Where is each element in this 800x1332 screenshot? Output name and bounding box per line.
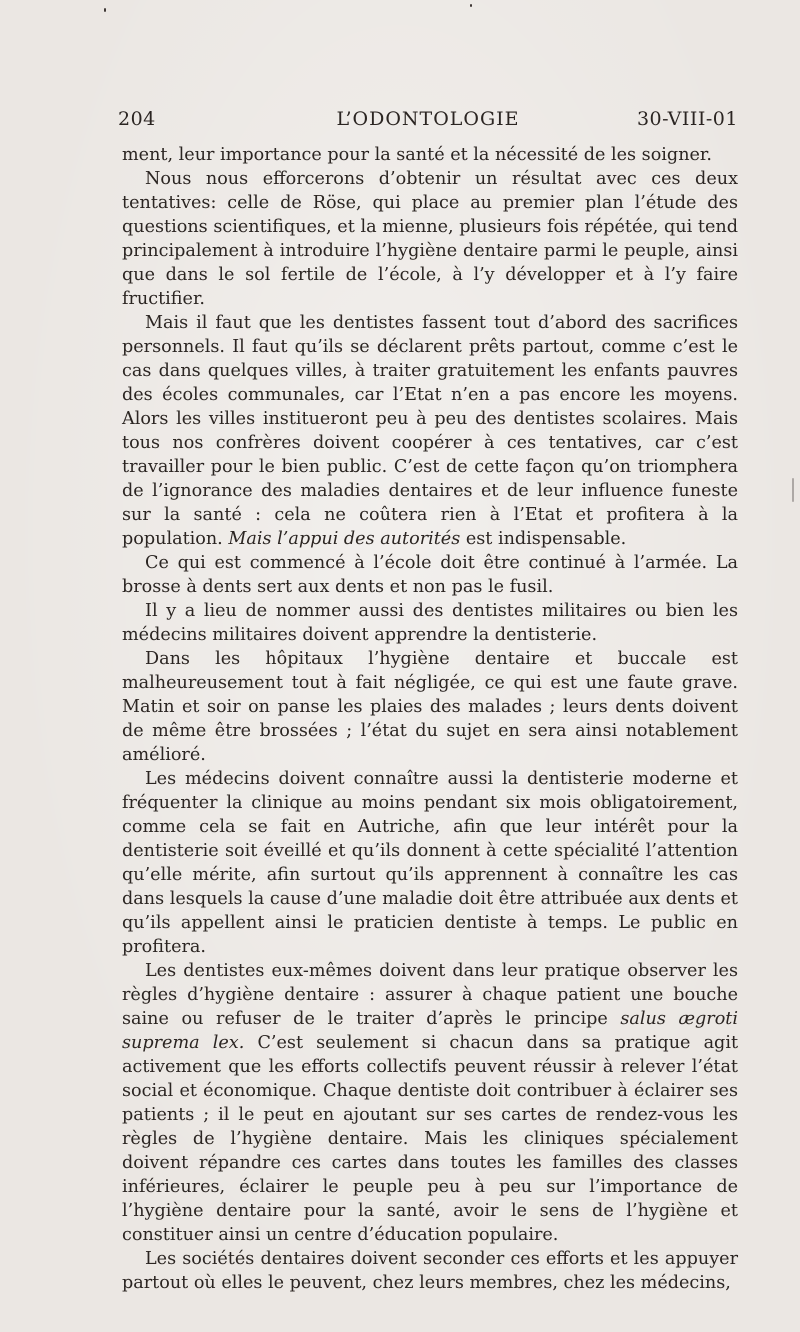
italic-phrase: Mais l’appui des autorités <box>228 529 461 549</box>
paragraph-8: Les dentistes eux-mêmes doivent dans leur pratique observer les règles d’hygiène dentaire : assurer à chaque patient une bouche saine ou refuser de le traiter d’après le principe salus ægroti suprema lex. C’est seulement si chacun dans sa pratique agit activement que les efforts collectifs peuvent réussir à relever l’état social et économique. Chaque dentiste doit contribuer à éclairer ses patients ; il le peut en ajoutant sur ses cartes de rendez-vous les règles de l’hygiène dentaire. Mais les cliniques spécialement doivent répandre ces cartes dans toutes les familles des classes inférieures, éclairer le peuple peu à peu sur l’importance de l’hygiène dentaire pour la santé, avoir le sens de l’hygiène et constituer ainsi un centre d’éducation populaire. <box>122 961 739 1245</box>
latin-phrase: salus ægroti suprema lex. <box>122 1009 738 1053</box>
page-number: 204 <box>118 108 156 130</box>
journal-title: L’ODONTOLOGIE <box>336 108 520 130</box>
issue-date: 30-VIII-01 <box>636 108 738 130</box>
paragraph-2: Nous nous efforcerons d’obtenir un résultat avec ces deux tentatives: celle de Röse, qui place au premier plan l’étude des questions scientifiques, et la mienne, plusieurs fois répétée, qui tend principalement à introduire l’hygiène dentaire parmi le peuple, ainsi que dans le sol fertile de l’école, à l’y développer et à l’y faire fructifier. <box>122 169 738 309</box>
body-text <box>122 143 738 1295</box>
paper-speck <box>792 478 794 502</box>
paragraph-3: Mais il faut que les dentistes fassent tout d’abord des sacrifices personnels. Il faut qu’ils se déclarent prêts partout, comme c’est le cas dans quelques villes, à traiter gratuitement les enfants pauvres des écoles communales, car l’Etat n’en a pas encore les moyens. Alors les villes institueront peu à peu des dentistes scolaires. Mais tous nos confrères doivent coopérer à ces tentatives, car c’est travailler pour le bien public. C’est de cette façon qu’on triomphera de l’ignorance des maladies dentaires et de leur influence funeste sur la santé : cela ne coûtera rien à l’Etat et profitera à la population. Mais l’appui des autorités est indispensable. <box>122 313 738 549</box>
running-header <box>118 108 738 138</box>
paragraph-9: Les sociétés dentaires doivent seconder ces efforts et les appuyer partout où elles le peuvent, chez leurs membres, chez les médecins, <box>122 1249 738 1293</box>
paragraph-6: Dans les hôpitaux l’hygiène dentaire et buccale est malheureusement tout à fait négligée, ce qui est une faute grave. Matin et soir on panse les plaies des malades ; leurs dents doivent de même être brossées ; l’état du sujet en sera ainsi notablement amélioré. <box>122 649 738 765</box>
paper-speck <box>104 8 106 12</box>
paragraph-1: ment, leur importance pour la santé et la nécessité de les soigner. <box>122 145 712 165</box>
paper-speck <box>470 4 472 7</box>
paragraph-5: Il y a lieu de nommer aussi des dentistes militaires ou bien les médecins militaires doivent apprendre la dentisterie. <box>122 601 738 645</box>
paragraph-4: Ce qui est commencé à l’école doit être continué à l’armée. La brosse à dents sert aux dents et non pas le fusil. <box>122 553 738 597</box>
paragraph-7: Les médecins doivent connaître aussi la dentisterie moderne et fréquenter la clinique au moins pendant six mois obligatoirement, comme cela se fait en Autriche, afin que leur intérêt pour la dentisterie soit éveillé et qu’ils donnent à cette spécialité l’attention qu’elle mérite, afin surtout qu’ils apprennent à connaître les cas dans lesquels la cause d’une maladie doit être attribuée aux dents et qu’ils appellent ainsi le praticien dentiste à temps. Le public en profitera. <box>122 769 738 957</box>
